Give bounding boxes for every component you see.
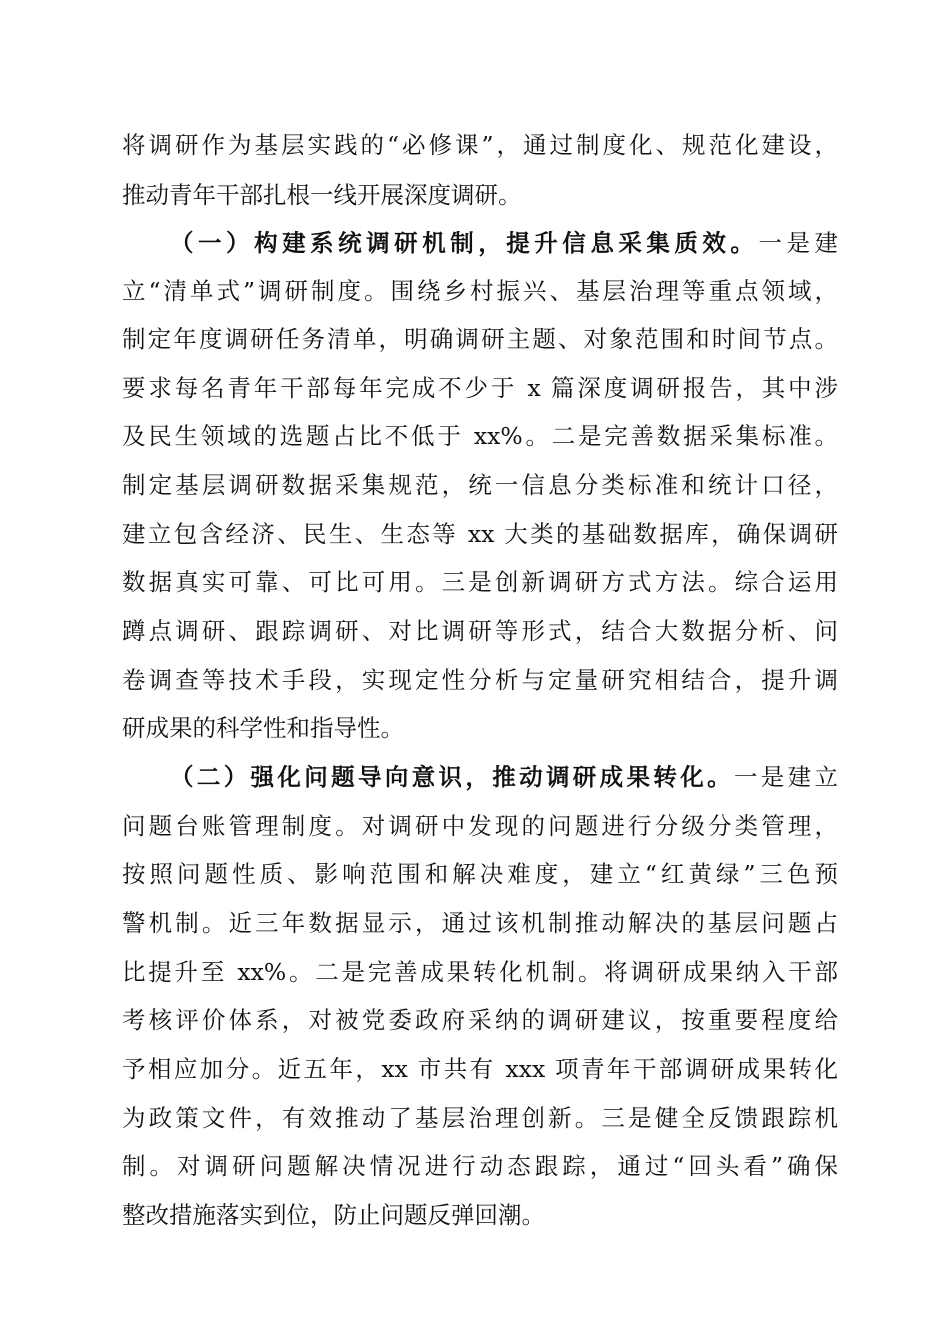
text-run: 问题台账管理制度。对调研中发现的问题进行分级分类管理，	[122, 812, 838, 840]
text-run: 研成果的科学性和指导性。	[122, 714, 404, 742]
text-run: 制定年度调研任务清单，明确调研主题、对象范围和时间节点。	[122, 325, 838, 353]
text-run: 立“清单式”调研制度。围绕乡村振兴、基层治理等重点领域，	[122, 277, 838, 305]
text-line	[0, 228, 950, 258]
text-line	[0, 908, 950, 938]
text-line	[0, 567, 950, 597]
text-line	[0, 957, 950, 987]
text-line	[0, 811, 950, 841]
text-line	[0, 519, 950, 549]
text-line	[0, 1054, 950, 1084]
text-line	[0, 762, 950, 792]
text-line	[0, 713, 950, 743]
text-run-bold: （二）强化问题导向意识，推动调研成果转化。	[170, 763, 734, 791]
text-run: 制定基层调研数据采集规范，统一信息分类标准和统计口径，	[122, 471, 838, 499]
text-line	[0, 1200, 950, 1230]
text-run: 卷调查等技术手段，实现定性分析与定量研究相结合，提升调	[122, 666, 838, 694]
text-run: 及民生领域的选题占比不低于 xx%。二是完善数据采集标准。	[122, 422, 838, 450]
text-run: 建立包含经济、民生、生态等 xx 大类的基础数据库，确保调研	[122, 520, 838, 548]
text-line	[0, 1103, 950, 1133]
text-run: 将调研作为基层实践的“必修课”，通过制度化、规范化建设，	[122, 131, 838, 159]
text-run: 制。对调研问题解决情况进行动态跟踪，通过“回头看”确保	[122, 1152, 838, 1180]
text-line	[0, 130, 950, 160]
text-line	[0, 470, 950, 500]
text-line	[0, 421, 950, 451]
text-line	[0, 1005, 950, 1035]
text-line	[0, 616, 950, 646]
text-run: 考核评价体系，对被党委政府采纳的调研建议，按重要程度给	[122, 1006, 838, 1034]
text-run: 警机制。近三年数据显示，通过该机制推动解决的基层问题占	[122, 909, 838, 937]
text-run: 蹲点调研、跟踪调研、对比调研等形式，结合大数据分析、问	[122, 617, 838, 645]
text-line	[0, 665, 950, 695]
text-line	[0, 1151, 950, 1181]
text-run: 一是建立	[733, 763, 839, 791]
text-run: 推动青年干部扎根一线开展深度调研。	[122, 181, 522, 209]
text-line	[0, 373, 950, 403]
text-run: 为政策文件，有效推动了基层治理创新。三是健全反馈跟踪机	[122, 1104, 838, 1132]
text-run-bold: （一）构建系统调研机制，提升信息采集质效。	[170, 229, 759, 257]
text-run: 按照问题性质、影响范围和解决难度，建立“红黄绿”三色预	[122, 860, 838, 888]
text-run: 要求每名青年干部每年完成不少于 x 篇深度调研报告，其中涉	[122, 374, 838, 402]
text-line	[0, 324, 950, 354]
text-run: 整改措施落实到位，防止问题反弹回潮。	[122, 1201, 545, 1229]
text-run: 数据真实可靠、可比可用。三是创新调研方式方法。综合运用	[122, 568, 838, 596]
text-line	[0, 276, 950, 306]
text-line	[0, 859, 950, 889]
text-line	[0, 180, 950, 210]
text-run: 比提升至 xx%。二是完善成果转化机制。将调研成果纳入干部	[122, 958, 838, 986]
text-run: 予相应加分。近五年，xx 市共有 xxx 项青年干部调研成果转化	[122, 1055, 838, 1083]
text-run: 一是建	[758, 229, 839, 257]
